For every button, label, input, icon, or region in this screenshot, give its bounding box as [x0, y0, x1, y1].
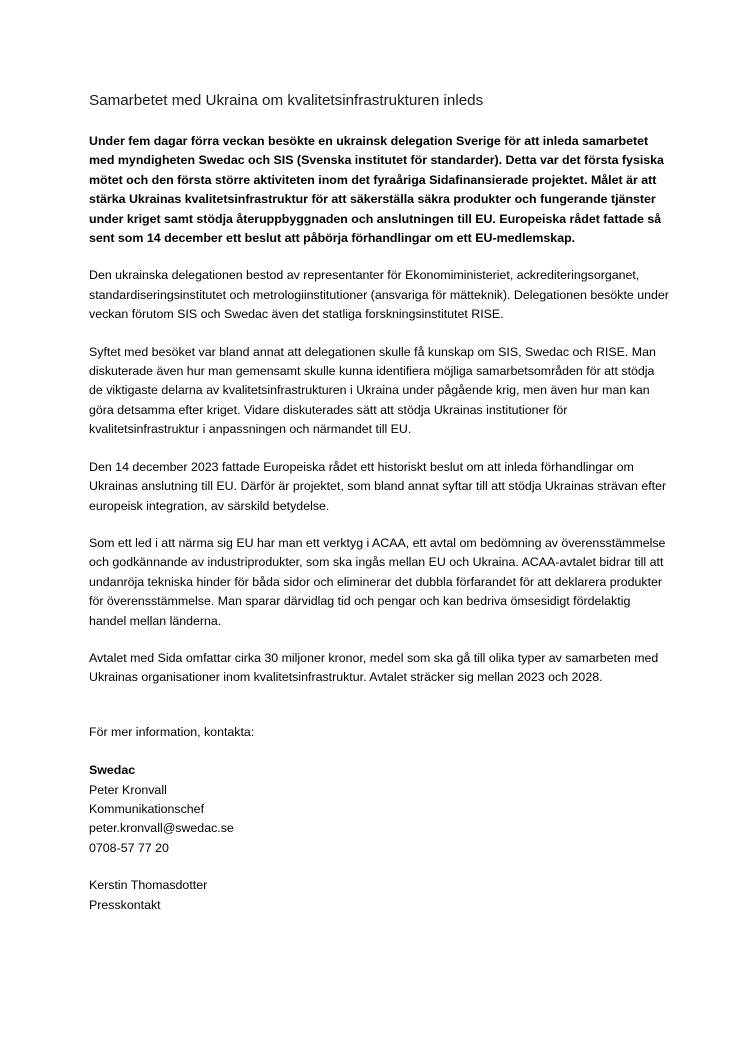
contact-email[interactable]: peter.kronvall@swedac.se: [89, 821, 234, 836]
contact-block-primary: [89, 761, 669, 858]
contact-organization: Swedac: [89, 763, 136, 778]
page-title: Samarbetet med Ukraina om kvalitetsinfrastrukturen inleds: [89, 92, 484, 109]
contact-role: Kommunikationschef: [89, 801, 205, 816]
press-contact-role: Presskontakt: [89, 897, 161, 912]
body-paragraph-delegation: Den ukrainska delegationen bestod av representanter för Ekonomiministeriet, ackrediteringsorganet, standardiseringsinstitutet och metrologiinstitutioner (ansvariga för mätteknik). Delegationen besökte under veckan förutom SIS och Swedac även det statliga forskningsinstitutet RISE.: [89, 268, 669, 322]
lead-paragraph: Under fem dagar förra veckan besökte en ukrainsk delegation Sverige för att inleda samarbetet med myndigheten Swedac och SIS (Svenska institutet för standarder). Detta var det första fysiska mötet och den första större aktiviteten inom det fyraåriga Sidafinansierade projektet. Målet är att stärka Ukrainas kvalitetsinfrastruktur för att säkerställa säkra produkter och fungerande tjänster under kriget samt stödja återuppbyggnaden och anslutningen till EU. Europeiska rådet fattade så sent som 14 december ett beslut att påbörja förhandlingar om ett EU-medlemskap.: [89, 134, 664, 246]
press-contact-name: Kerstin Thomasdotter: [89, 878, 208, 893]
contact-name: Peter Kronvall: [89, 782, 167, 797]
body-paragraph-purpose: Syftet med besöket var bland annat att delegationen skulle få kunskap om SIS, Swedac och RISE. Man diskuterade även hur man gemensamt skulle kunna identifiera möjliga samarbetsområden för att stödja de viktigaste delarna av kvalitetsinfrastrukturen i Ukraina under pågående krig, men även hur man kan göra detsamma efter kriget. Vidare diskuterades sätt att stödja Ukrainas institutioner för kvalitetsinfrastruktur i anpassningen och närmandet till EU.: [89, 344, 656, 437]
contact-block-press: [89, 876, 669, 915]
contact-phone: 0708-57 77 20: [89, 840, 169, 855]
body-paragraph-sida-agreement: Avtalet med Sida omfattar cirka 30 miljoner kronor, medel som ska gå till olika typer av samarbeten med Ukrainas organisationer inom kvalitetsinfrastruktur. Avtalet sträcker sig mellan 2023 och 2028.: [89, 650, 659, 685]
contact-intro: För mer information, kontakta:: [89, 724, 255, 739]
press-release-page: [89, 91, 669, 933]
body-paragraph-eu-decision: Den 14 december 2023 fattade Europeiska rådet ett historiskt beslut om att inleda förhandlingar om Ukrainas anslutning till EU. Därför är projektet, som bland annat syftar till att stödja Ukrainas strävan efter europeisk integration, av särskild betydelse.: [89, 459, 667, 513]
body-paragraph-acaa: Som ett led i att närma sig EU har man ett verktyg i ACAA, ett avtal om bedömning av överensstämmelse och godkännande av industriprodukter, som ska ingås mellan EU och Ukraina. ACAA-avtalet bidrar till att undanröja tekniska hinder för båda sidor och eliminerar det dubbla förfarandet för att deklarera produkter för överensstämmelse. Man sparar därvidlag tid och pengar och kan bedriva ömsesidigt fördelaktig handel mellan länderna.: [89, 535, 666, 628]
